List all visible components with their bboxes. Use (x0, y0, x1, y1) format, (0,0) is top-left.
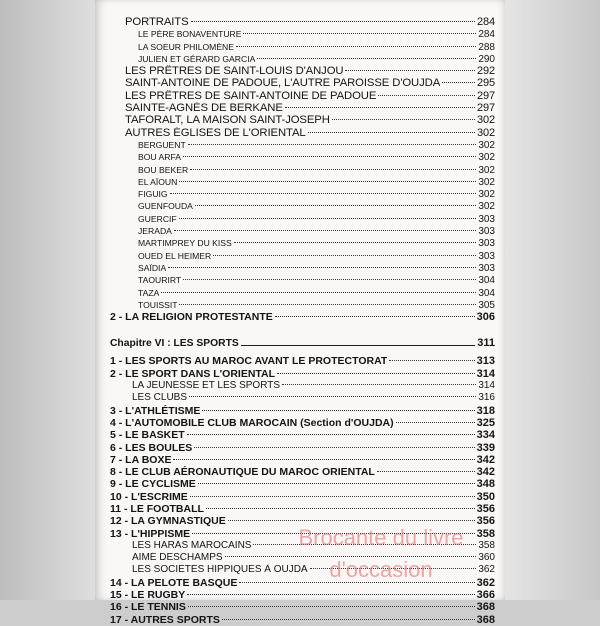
toc-entry-title: 11 - LE FOOTBALL (110, 502, 204, 515)
toc-entry (110, 176, 495, 188)
leader-dots (275, 316, 475, 317)
toc-entry-title: TAFORALT, LA MAISON SAINT-JOSEPH (125, 114, 330, 127)
toc-entry-title: 10 - L'ESCRIME (110, 490, 188, 503)
toc-entry (110, 478, 495, 490)
toc-entry-title: OUED EL HEIMER (138, 250, 212, 261)
toc-entry (110, 503, 495, 515)
toc-entry-title: EL AÏOUN (138, 176, 178, 187)
toc-entry-title: LES SOCIÉTÉS HIPPIQUES À OUJDA (132, 564, 308, 576)
chapter-page-number: 311 (477, 337, 495, 350)
leader-dots (168, 267, 476, 268)
leader-dots (222, 619, 475, 620)
toc-entry-title: FIGUIG (138, 189, 168, 200)
toc-entry-page-number: 366 (476, 589, 495, 602)
toc-entry (110, 540, 495, 552)
leader-dots (189, 396, 476, 397)
toc-entry-page-number: 339 (476, 441, 495, 454)
toc-entry (110, 65, 495, 77)
leader-dots (310, 568, 477, 569)
toc-entry-title: 6 - LES BOULES (110, 441, 193, 454)
leader-dots (174, 230, 476, 231)
leader-dots (192, 533, 475, 534)
leader-dots (187, 434, 475, 435)
leader-dots (228, 520, 475, 521)
toc-entry (110, 417, 495, 429)
toc-entry (110, 299, 495, 311)
chapter-title: Chapitre VI : LES SPORTS (110, 338, 239, 350)
toc-entry-page-number: 303 (478, 250, 495, 262)
toc-entry-title: 13 - L'HIPPISME (110, 527, 191, 540)
toc-entry (110, 164, 495, 176)
toc-entry-page-number: 360 (478, 552, 495, 564)
toc-entry-title: AUTRES ÉGLISES DE L'ORIENTAL (125, 126, 306, 139)
toc-entry-title: 12 - LA GYMNASTIQUE (110, 515, 226, 528)
leader-dots (188, 606, 475, 607)
toc-entry-title: 9 - LE CYCLISME (110, 478, 196, 491)
toc-entry (110, 225, 495, 237)
toc-entry-title: GUENFOUDA (138, 201, 193, 212)
chapter-heading (110, 337, 495, 351)
toc-entry-page-number: 342 (476, 453, 495, 466)
toc-entry-title: 14 - LA PELOTE BASQUE (110, 576, 238, 589)
toc-entry-title: 8 - LE CLUB AÉRONAUTIQUE DU MAROC ORIENTAL (110, 466, 375, 479)
leader-dots (308, 132, 475, 133)
toc-entry-page-number: 303 (478, 226, 495, 238)
leader-dots (345, 70, 474, 71)
toc-entry-title: GUERCIF (138, 213, 177, 224)
toc-entry-page-number: 302 (478, 139, 495, 151)
leader-dots (187, 594, 474, 595)
leader-dots (239, 582, 474, 583)
toc-section-sports (110, 355, 495, 626)
toc-entry (110, 355, 495, 367)
toc-entry-page-number: 290 (478, 53, 495, 65)
toc-entry-page-number: 342 (476, 466, 495, 479)
toc-entry (110, 528, 495, 540)
toc-entry-page-number: 350 (476, 490, 495, 503)
toc-entry (110, 601, 495, 613)
toc-entry (110, 311, 495, 323)
leader-dots (243, 33, 476, 34)
watermark-line-1: Brocante du livre (298, 525, 464, 550)
toc-entry (110, 41, 495, 53)
toc-entry-page-number: 334 (476, 429, 495, 442)
toc-entry (110, 77, 495, 89)
leader-dots (194, 447, 474, 448)
toc-entry-page-number: 358 (476, 527, 495, 540)
leader-dots (179, 218, 477, 219)
toc-entry (110, 454, 495, 466)
toc-entry (110, 200, 495, 212)
leader-dots (206, 508, 475, 509)
toc-entry-page-number: 297 (476, 102, 495, 115)
toc-entry (110, 188, 495, 200)
toc-entry-title: 16 - LE TENNIS (110, 601, 186, 614)
toc-entry-page-number: 284 (478, 29, 495, 41)
toc-entry-page-number: 303 (478, 213, 495, 225)
toc-entry (110, 442, 495, 454)
toc-entry-page-number: 314 (478, 380, 495, 392)
leader-dots (285, 107, 475, 108)
toc-entry (110, 28, 495, 40)
toc-entry-page-number: 356 (476, 515, 495, 528)
leader-line (241, 345, 476, 346)
leader-dots (173, 459, 474, 460)
toc-entry-title: LE PÈRE BONAVENTURE (138, 29, 242, 40)
right-background (505, 0, 600, 600)
toc-entry-page-number: 302 (476, 114, 495, 127)
toc-entry-page-number: 306 (476, 311, 495, 324)
toc-entry (110, 53, 495, 65)
leader-dots (389, 360, 474, 361)
leader-dots (442, 82, 475, 83)
leader-dots (234, 242, 477, 243)
toc-entry-title: LES CLUBS (132, 392, 188, 404)
toc-entry-page-number: 368 (476, 613, 495, 626)
leader-dots (195, 205, 476, 206)
toc-entry-title: TOUISSIT (138, 299, 178, 310)
toc-entry (110, 515, 495, 527)
toc-entry (110, 237, 495, 249)
toc-entry (110, 250, 495, 262)
toc-entry (110, 380, 495, 392)
leader-dots (332, 119, 475, 120)
toc-entry-page-number: 292 (476, 65, 495, 78)
watermark-line-2: d'occasion (329, 557, 433, 582)
toc-entry (110, 466, 495, 478)
leader-dots (396, 422, 475, 423)
leader-dots (198, 483, 475, 484)
toc-entry-page-number: 302 (476, 126, 495, 139)
toc-entry-title: LA SOEUR PHILOMÈNE (138, 41, 234, 52)
toc-entry (110, 114, 495, 126)
toc-entry-title: MARTIMPREY DU KISS (138, 238, 232, 249)
toc-entry-page-number: 368 (476, 601, 495, 614)
leader-dots (257, 58, 476, 59)
leader-dots (277, 373, 475, 374)
toc-entry-page-number: 348 (476, 478, 495, 491)
toc-entry-page-number: 302 (478, 164, 495, 176)
toc-entry-title: 2 - LA RELIGION PROTESTANTE (110, 311, 273, 324)
toc-entry-page-number: 302 (478, 201, 495, 213)
toc-entry (110, 213, 495, 225)
toc-entry-title: PORTRAITS (125, 16, 189, 28)
toc-entry-title: BOU BEKER (138, 164, 189, 175)
toc-entry (110, 151, 495, 163)
toc-entry-title: 7 - LA BOXE (110, 453, 172, 466)
toc-entry-title: 2 - LE SPORT DANS L'ORIENTAL (110, 367, 276, 380)
toc-entry-title: LES PRÊTRES DE SAINT-ANTOINE DE PADOUE (125, 89, 377, 102)
leader-dots (161, 292, 476, 293)
toc-entry-page-number: 297 (476, 89, 495, 102)
toc-section-religion (110, 16, 495, 323)
leader-dots (377, 471, 475, 472)
leader-dots (213, 255, 476, 256)
toc-entry-title: SAINT-ANTOINE DE PADOUE, L'AUTRE PAROISSE D'OUJDA (125, 77, 441, 90)
toc-entry-title: LES PRÊTRES DE SAINT-LOUIS D'ANJOU (125, 65, 344, 78)
leader-dots (202, 410, 474, 411)
toc-entry-page-number: 313 (476, 355, 495, 368)
leader-dots (236, 46, 476, 47)
toc-entry-page-number: 362 (476, 576, 495, 589)
toc-entry-title: LES HARAS MAROCAINS (132, 539, 252, 551)
leader-dots (253, 544, 476, 545)
leader-dots (190, 169, 476, 170)
toc-entry (110, 429, 495, 441)
toc-entry-page-number: 325 (476, 416, 495, 429)
toc-entry-page-number: 304 (478, 275, 495, 287)
leader-dots (378, 95, 475, 96)
toc-entry-page-number: 314 (476, 367, 495, 380)
toc-entry-title: 1 - LES SPORTS AU MAROC AVANT LE PROTECTORAT (110, 355, 388, 368)
toc-entry (110, 287, 495, 299)
toc-entry (110, 90, 495, 102)
toc-entry (110, 405, 495, 417)
toc-entry-title: JERADA (138, 226, 172, 237)
leader-dots (191, 21, 475, 22)
toc-entry-title: AIMÉ DESCHAMPS (132, 552, 223, 564)
leader-dots (282, 384, 476, 385)
toc-entry (110, 564, 495, 576)
toc-entry (110, 262, 495, 274)
toc-entry-page-number: 316 (478, 392, 495, 404)
toc-entry-title: SAINTE-AGNÈS DE BERKANE (125, 102, 283, 115)
toc-entry-page-number: 362 (478, 564, 495, 576)
leader-dots (183, 279, 476, 280)
toc-entry (110, 392, 495, 404)
leader-dots (225, 556, 477, 557)
toc-entry-title: TAZA (138, 287, 160, 298)
toc-entry-title: 17 - AUTRES SPORTS (110, 613, 220, 626)
toc-entry-title: JULIEN ET GÉRARD GARCIA (138, 53, 256, 64)
toc-entry-page-number: 304 (478, 287, 495, 299)
table-of-contents (110, 16, 495, 626)
toc-entry (110, 491, 495, 503)
toc-entry-page-number: 302 (478, 189, 495, 201)
toc-entry-title: 15 - LE RUGBY (110, 589, 186, 602)
toc-entry-page-number: 288 (478, 41, 495, 53)
leader-dots (188, 144, 477, 145)
leader-dots (179, 181, 476, 182)
toc-entry (110, 552, 495, 564)
toc-entry-page-number: 305 (478, 299, 495, 311)
leader-dots (183, 156, 476, 157)
toc-entry (110, 16, 495, 28)
toc-entry-page-number: 302 (478, 152, 495, 164)
toc-entry-title: BERGUENT (138, 139, 186, 150)
toc-entry-title: 4 - L'AUTOMOBILE CLUB MAROCAIN (Section d'OUJDA) (110, 416, 394, 429)
toc-entry (110, 139, 495, 151)
toc-entry-page-number: 303 (478, 262, 495, 274)
toc-entry-page-number: 356 (476, 502, 495, 515)
toc-entry-title: TAOURIRT (138, 275, 182, 286)
toc-entry-page-number: 318 (476, 404, 495, 417)
toc-entry-page-number: 302 (478, 176, 495, 188)
left-background (0, 0, 95, 600)
leader-dots (190, 496, 475, 497)
toc-entry-title: BOU ARFA (138, 152, 181, 163)
toc-entry-title: SAÏDIA (138, 262, 167, 273)
toc-entry (110, 274, 495, 286)
spacer (110, 323, 495, 337)
toc-entry-page-number: 303 (478, 238, 495, 250)
toc-entry (110, 368, 495, 380)
toc-entry (110, 577, 495, 589)
toc-entry-page-number: 295 (476, 77, 495, 90)
toc-entry-page-number: 284 (476, 16, 495, 28)
toc-entry-title: LA JEUNESSE ET LES SPORTS (132, 380, 281, 392)
toc-entry (110, 102, 495, 114)
toc-entry (110, 127, 495, 139)
toc-entry-page-number: 358 (478, 539, 495, 551)
toc-entry-title: 5 - LE BASKET (110, 429, 185, 442)
leader-dots (170, 193, 477, 194)
toc-entry (110, 614, 495, 626)
leader-dots (179, 304, 476, 305)
toc-entry-title: 3 - L'ATHLÉTISME (110, 404, 201, 417)
